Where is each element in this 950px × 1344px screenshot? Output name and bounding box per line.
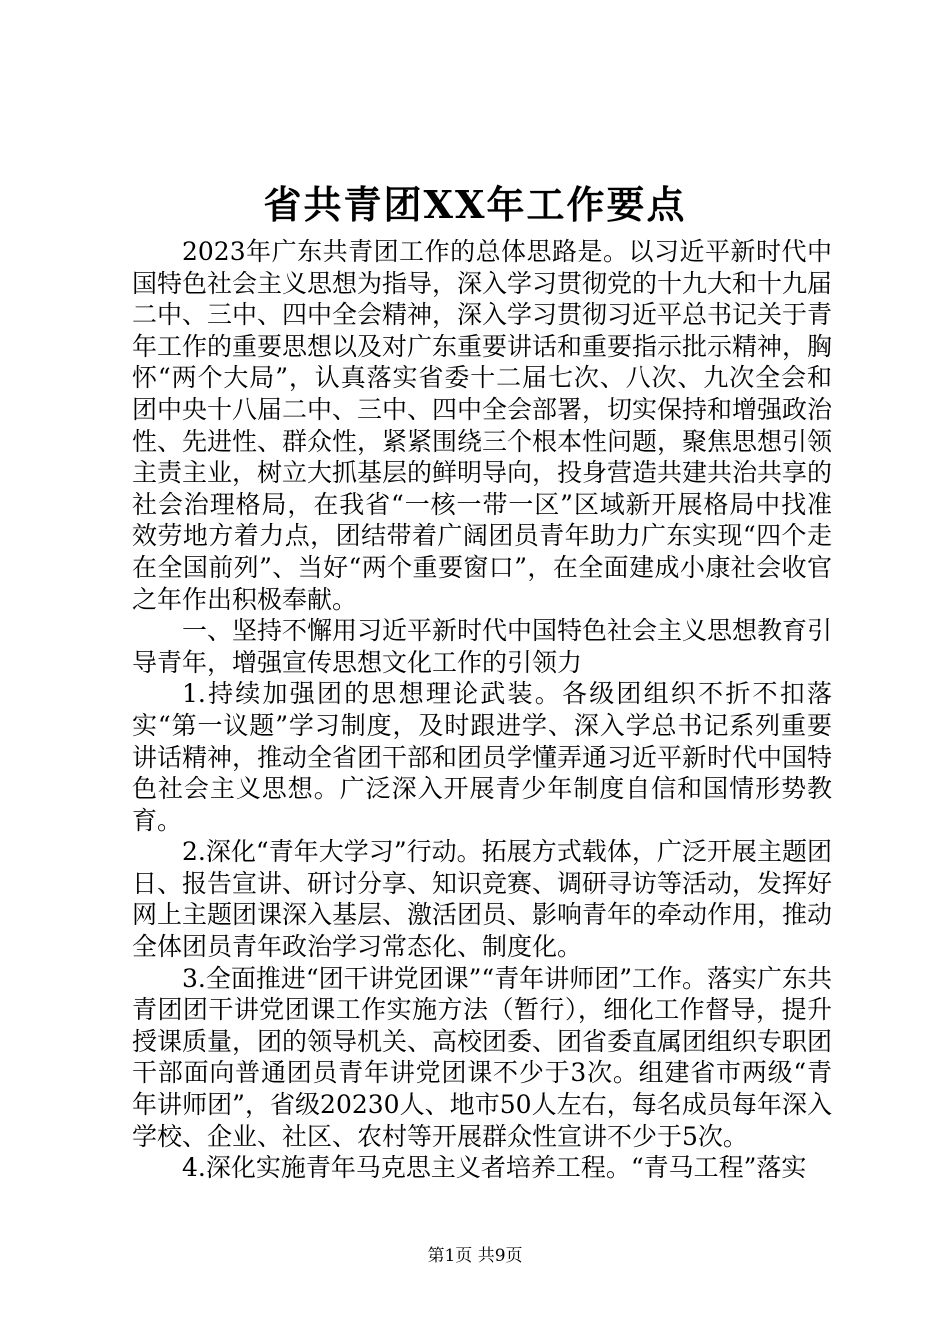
- item-paragraph-2: 2.深化“青年大学习”行动。拓展方式载体，广泛开展主题团日、报告宣讲、研讨分享、知识竞赛、调研寻访等活动，发挥好网上主题团课深入基层、激活团员、影响青年的牵动作用，推动全体团员青年政治学习常态化、制度化。: [132, 837, 833, 962]
- document-body: [132, 236, 832, 1184]
- page-footer: 第1页 共9页: [427, 1246, 523, 1266]
- intro-paragraph: 2023年广东共青团工作的总体思路是。以习近平新时代中国特色社会主义思想为指导，深入学习贯彻党的十九大和十九届二中、三中、四中全会精神，深入学习贯彻习近平总书记关于青年工作的重要思想以及对广东重要讲话和重要指示批示精神，胸怀“两个大局”，认真落实省委十二届七次、八次、九次全会和团中央十八届二中、三中、四中全会部署，切实保持和增强政治性、先进性、群众性，紧紧围绕三个根本性问题，聚焦思想引领主责主业，树立大抓基层的鲜明导向，投身营造共建共治共享的社会治理格局，在我省“一核一带一区”区域新开展格局中找准效劳地方着力点，团结带着广阔团员青年助力广东实现“四个走在全国前列”、当好“两个重要窗口”，在全面建成小康社会收官之年作出积极奉献。: [132, 237, 833, 614]
- item-paragraph-1: 1.持续加强团的思想理论武装。各级团组织不折不扣落实“第一议题”学习制度，及时跟进学、深入学总书记系列重要讲话精神，推动全省团干部和团员学懂弄通习近平新时代中国特色社会主义思想。广泛深入开展青少年制度自信和国情形势教育。: [132, 679, 833, 835]
- section-heading-1: 一、坚持不懈用习近平新时代中国特色社会主义思想教育引导青年，增强宣传思想文化工作的引领力: [132, 616, 833, 677]
- item-paragraph-3: 3.全面推进“团干讲党团课”“青年讲师团”工作。落实广东共青团团干讲党团课工作实施方法（暂行），细化工作督导，提升授课质量，团的领导机关、高校团委、团省委直属团组织专职团干部面向普通团员青年讲党团课不少于3次。组建省市两级“青年讲师团”，省级20230人、地市50人左右，每名成员每年深入学校、企业、社区、农村等开展群众性宣讲不少于5次。: [132, 963, 833, 1151]
- item-paragraph-4: 4.深化实施青年马克思主义者培养工程。“青马工程”落实: [182, 1153, 807, 1183]
- document-title: 省共青团XX年工作要点: [263, 182, 687, 227]
